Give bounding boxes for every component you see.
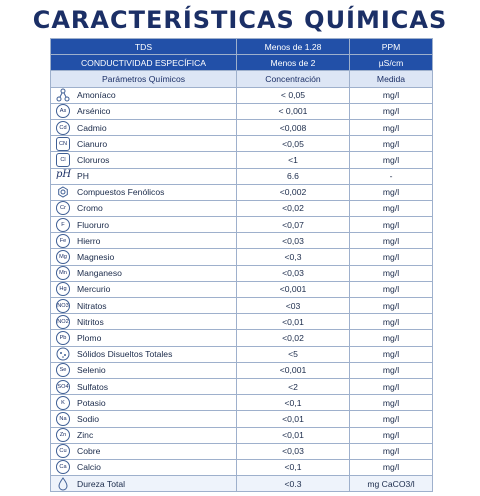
parameter-cell xyxy=(51,411,237,427)
unit-value: mg/l xyxy=(350,378,433,394)
table-row xyxy=(51,378,433,394)
mercury-icon: Hg xyxy=(56,282,70,296)
conductivity-unit: µS/cm xyxy=(350,55,433,71)
parameter-name: Cobre xyxy=(77,446,101,457)
cadmium-icon: Cd xyxy=(56,121,70,135)
parameter-name: Sulfatos xyxy=(77,381,109,392)
concentration-value: < 0,05 xyxy=(237,87,350,103)
parameter-name: Sodio xyxy=(77,413,99,424)
table-row xyxy=(51,330,433,346)
parameter-cell xyxy=(51,443,237,459)
column-header-row xyxy=(51,71,433,87)
unit-value: - xyxy=(350,168,433,184)
parameter-cell xyxy=(51,395,237,411)
table-row xyxy=(51,233,433,249)
table-row xyxy=(51,314,433,330)
parameter-cell xyxy=(51,298,237,314)
concentration-value: <0,008 xyxy=(237,119,350,135)
table-row xyxy=(51,298,433,314)
table-row xyxy=(51,427,433,443)
concentration-value: <0,03 xyxy=(237,443,350,459)
molecule-icon xyxy=(56,88,70,102)
unit-value: mg/l xyxy=(350,459,433,475)
parameter-cell xyxy=(51,459,237,475)
page-title: CARACTERÍSTICAS QUÍMICAS xyxy=(32,6,448,34)
table-row xyxy=(51,249,433,265)
manganese-icon: Mn xyxy=(56,266,70,280)
unit-value: mg/l xyxy=(350,443,433,459)
parameter-cell xyxy=(51,362,237,378)
unit-value: mg/l xyxy=(350,346,433,362)
unit-value: mg/l xyxy=(350,314,433,330)
unit-value: mg/l xyxy=(350,200,433,216)
unit-value: mg/l xyxy=(350,427,433,443)
concentration-value: < 0,001 xyxy=(237,103,350,119)
sulfate-icon: SO4 xyxy=(56,380,70,394)
parameter-name: Amoníaco xyxy=(77,90,116,101)
unit-value: mg CaCO3/l xyxy=(350,476,433,492)
parameter-name: Nitritos xyxy=(77,316,104,327)
concentration-value: <03 xyxy=(237,298,350,314)
magnesium-icon: Mg xyxy=(56,250,70,264)
unit-value: mg/l xyxy=(350,395,433,411)
parameter-name: Calcio xyxy=(77,462,101,473)
parameter-name: Plomo xyxy=(77,332,102,343)
concentration-value: <0,002 xyxy=(237,184,350,200)
water-drop-icon xyxy=(56,477,70,491)
conductivity-row xyxy=(51,55,433,71)
parameter-cell xyxy=(51,103,237,119)
table-row xyxy=(51,395,433,411)
table-row xyxy=(51,87,433,103)
concentration-value: 6.6 xyxy=(237,168,350,184)
unit-value: mg/l xyxy=(350,119,433,135)
parameter-cell xyxy=(51,330,237,346)
parameter-cell xyxy=(51,378,237,394)
table-row xyxy=(51,476,433,492)
unit-value: mg/l xyxy=(350,281,433,297)
parameter-cell xyxy=(51,152,237,168)
unit-value: mg/l xyxy=(350,152,433,168)
conductivity-value: Menos de 2 xyxy=(237,55,350,71)
unit-value: mg/l xyxy=(350,298,433,314)
unit-value: mg/l xyxy=(350,184,433,200)
unit-value: mg/l xyxy=(350,103,433,119)
arsenic-icon: As xyxy=(56,104,70,118)
concentration-value: <0,01 xyxy=(237,314,350,330)
parameter-cell xyxy=(51,136,237,152)
unit-value: mg/l xyxy=(350,249,433,265)
table-row xyxy=(51,119,433,135)
parameter-cell xyxy=(51,233,237,249)
unit-value: mg/l xyxy=(350,411,433,427)
table-row xyxy=(51,103,433,119)
parameter-cell xyxy=(51,281,237,297)
potassium-icon: K xyxy=(56,396,70,410)
parameter-name: Compuestos Fenólicos xyxy=(77,187,165,198)
table-row xyxy=(51,265,433,281)
parameter-name: PH xyxy=(77,171,89,182)
concentration-value: <0,001 xyxy=(237,362,350,378)
parameter-cell xyxy=(51,476,237,492)
table-row xyxy=(51,217,433,233)
concentration-value: <0.3 xyxy=(237,476,350,492)
tds-unit: PPM xyxy=(350,39,433,55)
table-row xyxy=(51,184,433,200)
concentration-value: <0,02 xyxy=(237,330,350,346)
parameter-name: Cadmio xyxy=(77,122,107,133)
parameter-cell xyxy=(51,217,237,233)
parameter-name: Hierro xyxy=(77,235,101,246)
calcium-icon: Ca xyxy=(56,460,70,474)
parameter-name: Arsénico xyxy=(77,106,111,117)
parameter-name: Potasio xyxy=(77,397,106,408)
phenol-icon xyxy=(56,185,70,199)
concentration-value: <0,1 xyxy=(237,395,350,411)
concentration-value: <0,03 xyxy=(237,233,350,249)
nitrate-icon: NO3 xyxy=(56,299,70,313)
parameter-name: Selenio xyxy=(77,365,106,376)
ph-icon: pH xyxy=(56,169,70,183)
parameter-name: Manganeso xyxy=(77,268,122,279)
iron-icon: Fe xyxy=(56,234,70,248)
unit-value: mg/l xyxy=(350,217,433,233)
column-header-unit: Medida xyxy=(350,71,433,87)
parameter-name: Zinc xyxy=(77,430,94,441)
conductivity-label: CONDUCTIVIDAD ESPECÍFICA xyxy=(51,55,237,71)
table-row xyxy=(51,362,433,378)
lead-icon: Pb xyxy=(56,331,70,345)
parameter-name: Mercurio xyxy=(77,284,111,295)
parameter-cell xyxy=(51,427,237,443)
concentration-value: <0,01 xyxy=(237,427,350,443)
parameter-cell xyxy=(51,168,237,184)
parameter-cell xyxy=(51,184,237,200)
nitrite-icon: NO2 xyxy=(56,315,70,329)
unit-value: mg/l xyxy=(350,136,433,152)
parameter-cell xyxy=(51,265,237,281)
concentration-value: <1 xyxy=(237,152,350,168)
concentration-value: <0,1 xyxy=(237,459,350,475)
tds-row xyxy=(51,39,433,55)
table-row xyxy=(51,459,433,475)
parameter-name: Fluoruro xyxy=(77,219,109,230)
table-row xyxy=(51,281,433,297)
parameter-name: Cloruros xyxy=(77,154,110,165)
parameter-cell xyxy=(51,249,237,265)
parameter-name: Cianuro xyxy=(77,138,108,149)
zinc-icon: Zn xyxy=(56,428,70,442)
concentration-value: <0,02 xyxy=(237,200,350,216)
concentration-value: <5 xyxy=(237,346,350,362)
parameter-name: Dureza Total xyxy=(77,478,126,489)
concentration-value: <0,01 xyxy=(237,411,350,427)
sodium-icon: Na xyxy=(56,412,70,426)
parameter-name: Nitratos xyxy=(77,300,107,311)
unit-value: mg/l xyxy=(350,265,433,281)
tds-value: Menos de 1.28 xyxy=(237,39,350,55)
column-header-concentration: Concentración xyxy=(237,71,350,87)
column-header-parameter: Parámetros Químicos xyxy=(51,71,237,87)
parameter-cell xyxy=(51,87,237,103)
parameter-cell xyxy=(51,200,237,216)
copper-icon: Cu xyxy=(56,444,70,458)
chloride-icon: Cl xyxy=(56,153,70,167)
fluoride-icon: F xyxy=(56,218,70,232)
cyanide-icon: CN xyxy=(56,137,70,151)
concentration-value: <0,001 xyxy=(237,281,350,297)
concentration-value: <2 xyxy=(237,378,350,394)
table-row xyxy=(51,346,433,362)
selenium-icon: Se xyxy=(56,363,70,377)
concentration-value: <0,03 xyxy=(237,265,350,281)
table-row xyxy=(51,168,433,184)
table-row xyxy=(51,200,433,216)
unit-value: mg/l xyxy=(350,233,433,249)
parameter-cell xyxy=(51,346,237,362)
table-row xyxy=(51,443,433,459)
parameter-name: Sólidos Disueltos Totales xyxy=(77,349,173,360)
unit-value: mg/l xyxy=(350,330,433,346)
concentration-value: <0,07 xyxy=(237,217,350,233)
tds-label: TDS xyxy=(51,39,237,55)
parameter-cell xyxy=(51,314,237,330)
concentration-value: <0,05 xyxy=(237,136,350,152)
solids-icon xyxy=(56,347,70,361)
parameter-cell xyxy=(51,119,237,135)
parameter-name: Cromo xyxy=(77,203,103,214)
unit-value: mg/l xyxy=(350,362,433,378)
concentration-value: <0,3 xyxy=(237,249,350,265)
unit-value: mg/l xyxy=(350,87,433,103)
table-row xyxy=(51,411,433,427)
table-row xyxy=(51,136,433,152)
table-row xyxy=(51,152,433,168)
chemical-table xyxy=(50,38,433,492)
chromium-icon: Cr xyxy=(56,201,70,215)
parameter-name: Magnesio xyxy=(77,252,115,263)
